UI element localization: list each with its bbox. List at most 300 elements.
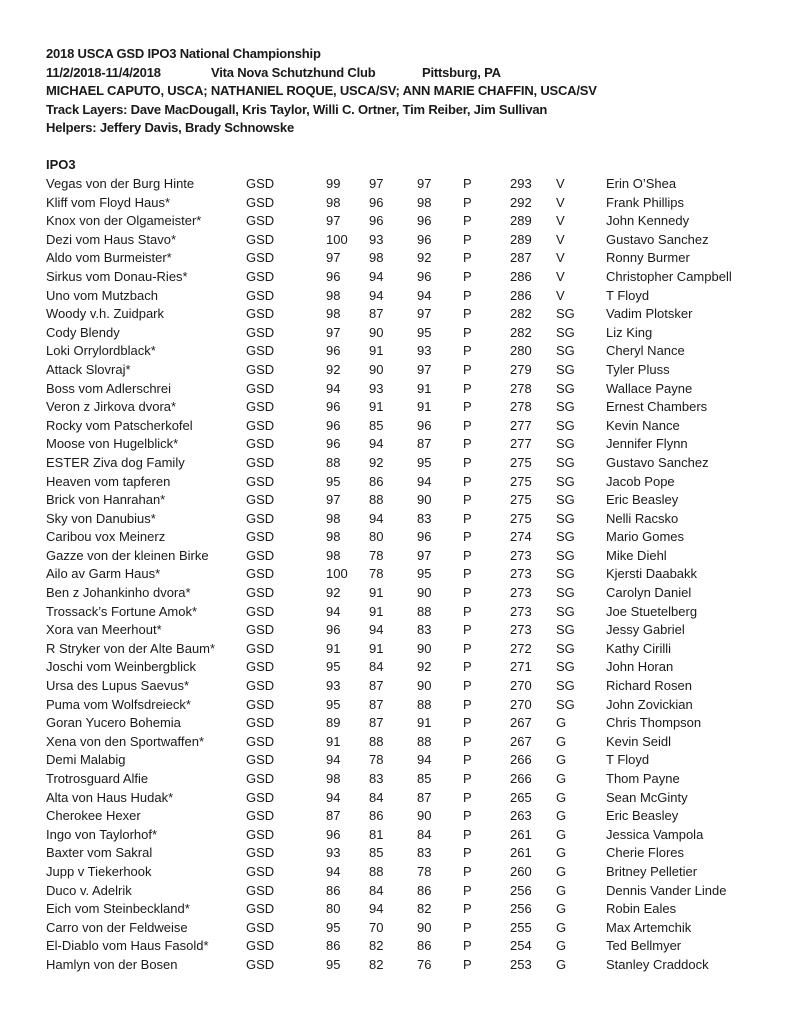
pass-mark: P <box>463 473 472 489</box>
score-b: 96 <box>369 213 384 229</box>
handler-name: John Horan <box>606 659 674 675</box>
score-c: 97 <box>417 361 432 377</box>
breed: GSD <box>246 752 275 768</box>
score-b: 91 <box>369 603 384 619</box>
score-c: 97 <box>417 547 432 563</box>
handler-name: Ronny Burmer <box>606 250 690 266</box>
score-b: 98 <box>369 250 384 266</box>
total-score: 266 <box>510 752 532 768</box>
pass-mark: P <box>463 826 472 842</box>
breed: GSD <box>246 306 275 322</box>
score-a: 98 <box>326 547 341 563</box>
table-row <box>0 249 791 268</box>
event-club: Vita Nova Schutzhund Club <box>211 64 376 80</box>
handler-name: Jessy Gabriel <box>606 622 685 638</box>
handler-name: Eric Beasley <box>606 808 679 824</box>
total-score: 271 <box>510 659 532 675</box>
handler-name: Mike Diehl <box>606 547 667 563</box>
score-b: 88 <box>369 863 384 879</box>
total-score: 263 <box>510 808 532 824</box>
rating: V <box>556 268 565 284</box>
score-c: 90 <box>417 585 432 601</box>
pass-mark: P <box>463 213 472 229</box>
breed: GSD <box>246 882 275 898</box>
score-b: 96 <box>369 194 384 210</box>
pass-mark: P <box>463 306 472 322</box>
total-score: 275 <box>510 473 532 489</box>
score-c: 90 <box>417 640 432 656</box>
breed: GSD <box>246 622 275 638</box>
score-b: 84 <box>369 789 384 805</box>
rating: SG <box>556 324 575 340</box>
score-c: 94 <box>417 752 432 768</box>
rating: SG <box>556 417 575 433</box>
rating: G <box>556 882 567 898</box>
handler-name: Kevin Seidl <box>606 733 672 749</box>
total-score: 275 <box>510 454 532 470</box>
table-row <box>0 733 791 752</box>
event-location: Pittsburg, PA <box>422 64 501 80</box>
score-b: 94 <box>369 287 384 303</box>
score-b: 78 <box>369 752 384 768</box>
handler-name: John Zovickian <box>606 696 693 712</box>
score-c: 78 <box>417 863 432 879</box>
handler-name: Jennifer Flynn <box>606 436 688 452</box>
table-row <box>0 677 791 696</box>
score-c: 93 <box>417 343 432 359</box>
score-a: 94 <box>326 603 341 619</box>
dog-name: Attack Slovraj* <box>46 361 131 377</box>
results-table <box>0 175 791 975</box>
score-b: 87 <box>369 306 384 322</box>
rating: G <box>556 956 567 972</box>
score-c: 95 <box>417 566 432 582</box>
score-c: 91 <box>417 399 432 415</box>
score-a: 95 <box>326 659 341 675</box>
breed: GSD <box>246 213 275 229</box>
event-title-text: 2018 USCA GSD IPO3 National Championship <box>46 46 321 61</box>
score-b: 93 <box>369 231 384 247</box>
pass-mark: P <box>463 510 472 526</box>
dog-name: Uno vom Mutzbach <box>46 287 158 303</box>
handler-name: Britney Pelletier <box>606 863 698 879</box>
pass-mark: P <box>463 696 472 712</box>
rating: G <box>556 752 567 768</box>
breed: GSD <box>246 696 275 712</box>
rating: SG <box>556 603 575 619</box>
total-score: 277 <box>510 417 532 433</box>
rating: SG <box>556 492 575 508</box>
handler-name: Chris Thompson <box>606 715 702 731</box>
score-b: 83 <box>369 771 384 786</box>
rating: SG <box>556 622 575 638</box>
table-row <box>0 361 791 380</box>
score-a: 97 <box>326 492 341 508</box>
score-a: 93 <box>326 678 341 694</box>
total-score: 287 <box>510 250 532 266</box>
breed: GSD <box>246 194 275 210</box>
rating: SG <box>556 454 575 470</box>
pass-mark: P <box>463 863 472 879</box>
breed: GSD <box>246 771 275 786</box>
total-score: 293 <box>510 176 532 191</box>
rating: SG <box>556 547 575 563</box>
pass-mark: P <box>463 715 472 731</box>
score-a: 96 <box>326 622 341 638</box>
score-a: 97 <box>326 324 341 340</box>
score-b: 84 <box>369 882 384 898</box>
score-c: 96 <box>417 268 432 284</box>
score-a: 98 <box>326 529 341 545</box>
pass-mark: P <box>463 845 472 861</box>
table-row <box>0 305 791 324</box>
score-b: 80 <box>369 529 384 545</box>
score-a: 89 <box>326 715 341 731</box>
breed: GSD <box>246 826 275 842</box>
table-row <box>0 789 791 808</box>
total-score: 261 <box>510 845 532 861</box>
score-c: 96 <box>417 529 432 545</box>
total-score: 279 <box>510 361 532 377</box>
rating: SG <box>556 566 575 582</box>
pass-mark: P <box>463 640 472 656</box>
table-row <box>0 268 791 287</box>
score-c: 96 <box>417 213 432 229</box>
handler-name: Kevin Nance <box>606 417 680 433</box>
handler-name: Tyler Pluss <box>606 361 670 377</box>
breed: GSD <box>246 529 275 545</box>
rating: V <box>556 213 565 229</box>
score-c: 83 <box>417 845 432 861</box>
handler-name: Carolyn Daniel <box>606 585 692 601</box>
section-title: IPO3 <box>46 157 76 172</box>
table-row <box>0 491 791 510</box>
breed: GSD <box>246 176 275 191</box>
score-a: 98 <box>326 771 341 786</box>
table-row <box>0 287 791 306</box>
dog-name: Ingo von Taylorhof* <box>46 826 158 842</box>
score-b: 94 <box>369 901 384 917</box>
total-score: 260 <box>510 863 532 879</box>
breed: GSD <box>246 547 275 563</box>
table-row <box>0 621 791 640</box>
judges-text: MICHAEL CAPUTO, USCA; NATHANIEL ROQUE, USCA/SV; ANN MARIE CHAFFIN, USCA/SV <box>46 83 597 99</box>
score-a: 95 <box>326 956 341 972</box>
score-a: 98 <box>326 510 341 526</box>
score-c: 98 <box>417 194 432 210</box>
table-row <box>0 510 791 529</box>
total-score: 275 <box>510 492 532 508</box>
score-a: 98 <box>326 287 341 303</box>
breed: GSD <box>246 863 275 879</box>
total-score: 282 <box>510 306 532 322</box>
score-b: 90 <box>369 324 384 340</box>
dog-name: Sirkus vom Donau-Ries* <box>46 268 188 284</box>
rating: G <box>556 863 567 879</box>
score-b: 85 <box>369 417 384 433</box>
rating: G <box>556 845 567 861</box>
pass-mark: P <box>463 492 472 508</box>
total-score: 270 <box>510 696 532 712</box>
score-a: 96 <box>326 399 341 415</box>
score-c: 90 <box>417 919 432 935</box>
pass-mark: P <box>463 250 472 266</box>
score-a: 100 <box>326 231 348 247</box>
score-b: 91 <box>369 640 384 656</box>
total-score: 255 <box>510 919 532 935</box>
rating: SG <box>556 436 575 452</box>
handler-name: Gustavo Sanchez <box>606 231 709 247</box>
total-score: 256 <box>510 882 532 898</box>
score-a: 91 <box>326 733 341 749</box>
score-b: 70 <box>369 919 384 935</box>
table-row <box>0 417 791 436</box>
helpers-text: Helpers: Jeffery Davis, Brady Schnowske <box>46 120 294 136</box>
score-c: 90 <box>417 678 432 694</box>
score-c: 97 <box>417 306 432 322</box>
total-score: 273 <box>510 603 532 619</box>
rating: SG <box>556 696 575 712</box>
score-c: 88 <box>417 733 432 749</box>
score-c: 96 <box>417 231 432 247</box>
dog-name: Dezi vom Haus Stavo* <box>46 231 177 247</box>
total-score: 270 <box>510 678 532 694</box>
table-row <box>0 565 791 584</box>
dog-name: Ailo av Garm Haus* <box>46 566 161 582</box>
score-a: 86 <box>326 882 341 898</box>
score-b: 84 <box>369 659 384 675</box>
score-c: 97 <box>417 176 432 191</box>
pass-mark: P <box>463 436 472 452</box>
handler-name: Mario Gomes <box>606 529 685 545</box>
total-score: 254 <box>510 938 532 954</box>
total-score: 272 <box>510 640 532 656</box>
score-a: 98 <box>326 194 341 210</box>
score-b: 78 <box>369 547 384 563</box>
table-row <box>0 714 791 733</box>
table-row <box>0 844 791 863</box>
dog-name: Woody v.h. Zuidpark <box>46 306 165 322</box>
score-b: 91 <box>369 343 384 359</box>
score-a: 98 <box>326 306 341 322</box>
pass-mark: P <box>463 603 472 619</box>
total-score: 286 <box>510 287 532 303</box>
handler-name: Liz King <box>606 324 653 340</box>
rating: G <box>556 771 567 786</box>
handler-name: Jessica Vampola <box>606 826 704 842</box>
dog-name: Sky von Danubius* <box>46 510 156 526</box>
rating: V <box>556 231 565 247</box>
table-row <box>0 603 791 622</box>
handler-name: Gustavo Sanchez <box>606 454 709 470</box>
track-layers-text: Track Layers: Dave MacDougall, Kris Taylor, Willi C. Ortner, Tim Reiber, Jim Sullivan <box>46 101 548 117</box>
breed: GSD <box>246 287 275 303</box>
breed: GSD <box>246 678 275 694</box>
score-b: 87 <box>369 678 384 694</box>
breed: GSD <box>246 585 275 601</box>
score-c: 88 <box>417 603 432 619</box>
total-score: 267 <box>510 715 532 731</box>
rating: G <box>556 715 567 731</box>
score-b: 86 <box>369 473 384 489</box>
total-score: 277 <box>510 436 532 452</box>
score-b: 90 <box>369 361 384 377</box>
rating: G <box>556 733 567 749</box>
breed: GSD <box>246 268 275 284</box>
dog-name: Goran Yucero Bohemia <box>46 715 181 731</box>
total-score: 265 <box>510 789 532 805</box>
table-row <box>0 956 791 975</box>
table-row <box>0 435 791 454</box>
total-score: 273 <box>510 566 532 582</box>
dog-name: Jupp v Tiekerhook <box>46 863 152 879</box>
pass-mark: P <box>463 529 472 545</box>
rating: V <box>556 194 565 210</box>
breed: GSD <box>246 473 275 489</box>
total-score: 273 <box>510 622 532 638</box>
rating: SG <box>556 380 575 396</box>
rating: V <box>556 250 565 266</box>
total-score: 274 <box>510 529 532 545</box>
table-row <box>0 398 791 417</box>
dog-name: Loki Orrylordblack* <box>46 343 156 359</box>
total-score: 267 <box>510 733 532 749</box>
total-score: 289 <box>510 213 532 229</box>
pass-mark: P <box>463 361 472 377</box>
score-b: 91 <box>369 585 384 601</box>
score-a: 91 <box>326 640 341 656</box>
pass-mark: P <box>463 399 472 415</box>
handler-name: Vadim Plotsker <box>606 306 693 322</box>
rating: SG <box>556 306 575 322</box>
score-b: 85 <box>369 845 384 861</box>
rating: G <box>556 789 567 805</box>
table-row <box>0 640 791 659</box>
table-row <box>0 937 791 956</box>
pass-mark: P <box>463 268 472 284</box>
score-b: 86 <box>369 808 384 824</box>
breed: GSD <box>246 399 275 415</box>
table-row <box>0 231 791 250</box>
pass-mark: P <box>463 789 472 805</box>
score-a: 88 <box>326 454 341 470</box>
pass-mark: P <box>463 417 472 433</box>
pass-mark: P <box>463 287 472 303</box>
rating: SG <box>556 529 575 545</box>
total-score: 256 <box>510 901 532 917</box>
score-c: 87 <box>417 789 432 805</box>
table-row <box>0 900 791 919</box>
total-score: 278 <box>510 399 532 415</box>
score-a: 96 <box>326 436 341 452</box>
pass-mark: P <box>463 454 472 470</box>
breed: GSD <box>246 454 275 470</box>
breed: GSD <box>246 566 275 582</box>
total-score: 292 <box>510 194 532 210</box>
score-a: 92 <box>326 361 341 377</box>
handler-name: Thom Payne <box>606 771 680 786</box>
table-row <box>0 751 791 770</box>
rating: SG <box>556 640 575 656</box>
dog-name: Gazze von der kleinen Birke <box>46 547 209 563</box>
handler-name: Joe Stuetelberg <box>606 603 698 619</box>
score-a: 95 <box>326 473 341 489</box>
breed: GSD <box>246 640 275 656</box>
breed: GSD <box>246 231 275 247</box>
handler-name: Dennis Vander Linde <box>606 882 727 898</box>
breed: GSD <box>246 845 275 861</box>
dog-name: Xena von den Sportwaffen* <box>46 733 205 749</box>
breed: GSD <box>246 956 275 972</box>
breed: GSD <box>246 715 275 731</box>
score-b: 97 <box>369 176 384 191</box>
score-a: 94 <box>326 863 341 879</box>
event-dates: 11/2/2018-11/4/2018 <box>46 64 161 80</box>
table-row <box>0 584 791 603</box>
rating: V <box>556 287 565 303</box>
score-c: 91 <box>417 715 432 731</box>
handler-name: Jacob Pope <box>606 473 675 489</box>
rating: SG <box>556 361 575 377</box>
handler-name: Kathy Cirilli <box>606 640 672 656</box>
score-a: 94 <box>326 380 341 396</box>
handler-name: Ernest Chambers <box>606 399 708 415</box>
handler-name: Max Artemchik <box>606 919 692 935</box>
table-row <box>0 826 791 845</box>
score-a: 97 <box>326 213 341 229</box>
rating: G <box>556 808 567 824</box>
breed: GSD <box>246 436 275 452</box>
score-b: 91 <box>369 399 384 415</box>
rating: SG <box>556 399 575 415</box>
rating: SG <box>556 343 575 359</box>
pass-mark: P <box>463 901 472 917</box>
score-c: 86 <box>417 938 432 954</box>
pass-mark: P <box>463 882 472 898</box>
pass-mark: P <box>463 566 472 582</box>
pass-mark: P <box>463 659 472 675</box>
breed: GSD <box>246 901 275 917</box>
total-score: 278 <box>510 380 532 396</box>
score-b: 81 <box>369 826 384 842</box>
rating: G <box>556 901 567 917</box>
total-score: 273 <box>510 547 532 563</box>
dog-name: Carro von der Feldweise <box>46 919 188 935</box>
score-b: 94 <box>369 510 384 526</box>
score-b: 78 <box>369 566 384 582</box>
handler-name: Christopher Campbell <box>606 268 732 284</box>
table-row <box>0 807 791 826</box>
total-score: 282 <box>510 324 532 340</box>
dog-name: Vegas von der Burg Hinte <box>46 176 195 191</box>
score-c: 84 <box>417 826 432 842</box>
breed: GSD <box>246 659 275 675</box>
dog-name: ESTER Ziva dog Family <box>46 454 185 470</box>
score-a: 96 <box>326 268 341 284</box>
rating: G <box>556 826 567 842</box>
table-row <box>0 324 791 343</box>
score-b: 88 <box>369 733 384 749</box>
score-c: 76 <box>417 956 432 972</box>
score-c: 87 <box>417 436 432 452</box>
dog-name: Hamlyn von der Bosen <box>46 956 178 972</box>
total-score: 286 <box>510 268 532 284</box>
table-row <box>0 547 791 566</box>
score-c: 83 <box>417 622 432 638</box>
pass-mark: P <box>463 585 472 601</box>
dog-name: Joschi vom Weinbergblick <box>46 659 197 675</box>
score-c: 96 <box>417 417 432 433</box>
